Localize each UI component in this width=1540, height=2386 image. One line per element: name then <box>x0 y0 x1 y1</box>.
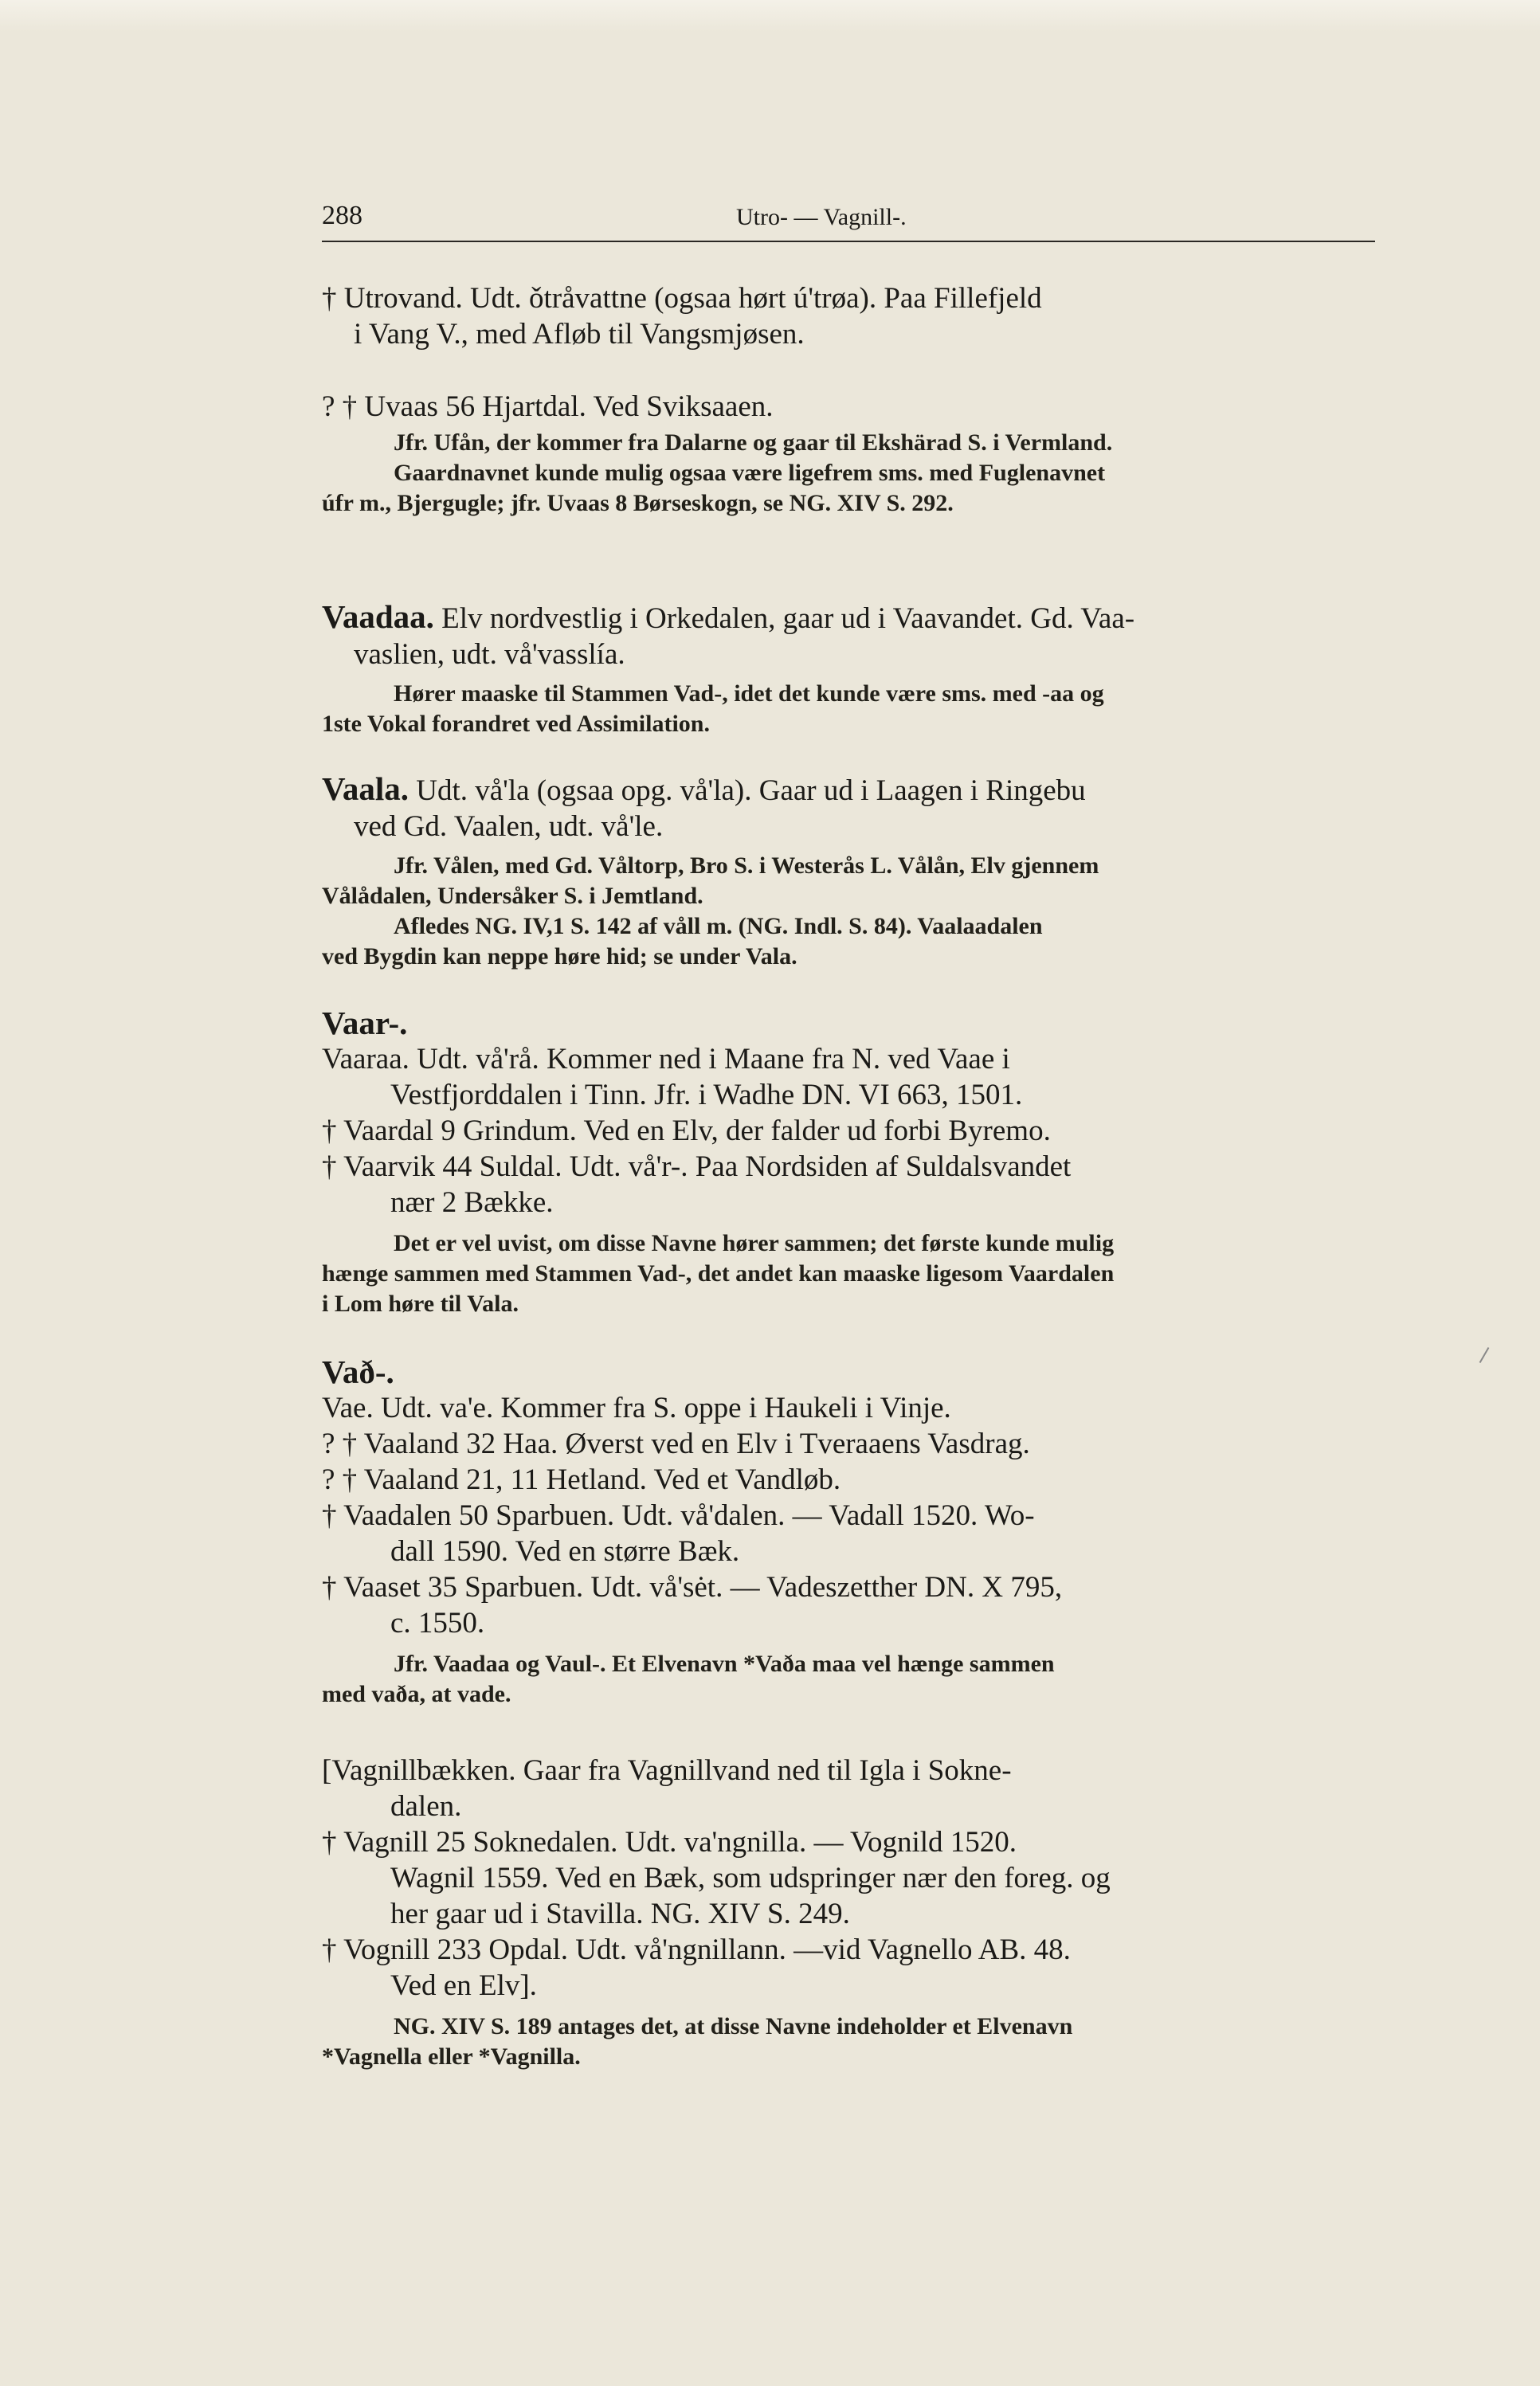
note-line: Hører maaske til Stammen Vad-, idet det kunde være sms. med -aa og <box>394 680 1104 707</box>
note-line: úfr m., Bjergugle; jfr. Uvaas 8 Børseskogn, se NG. XIV S. 292. <box>322 490 954 516</box>
entry-line: Vae. Udt. va'e. Kommer fra S. oppe i Haukeli i Vinje. <box>322 1392 951 1424</box>
note-line: *Vagnella eller *Vagnilla. <box>322 2043 581 2070</box>
entry-line: † Vaaset 35 Sparbuen. Udt. vå'sėt. — Vadeszetther DN. X 795, <box>322 1571 1063 1604</box>
entry-line: i Vang V., med Afløb til Vangsmjøsen. <box>354 318 805 351</box>
entry-vaala <box>322 771 1375 972</box>
entry-line: nær 2 Bække. <box>390 1186 554 1219</box>
note-line: Jfr. Vålen, med Gd. Våltorp, Bro S. i Westerås L. Vålån, Elv gjennem <box>394 852 1099 879</box>
note-line: Gaardnavnet kunde mulig ogsaa være ligefrem sms. med Fuglenavnet <box>394 460 1106 486</box>
entry-line: ? † Uvaas 56 Hjartdal. Ved Sviksaaen. <box>322 390 774 423</box>
entry-line: Vaaraa. Udt. vå'rå. Kommer ned i Maane fra N. ved Vaae i <box>322 1043 1010 1075</box>
entry-vaadaa <box>322 599 1375 739</box>
running-title: Utro- — Vagnill-. <box>736 204 907 230</box>
entry-line: vaslien, udt. vå'vasslía. <box>354 638 625 671</box>
entry-line: Ved en Elv]. <box>390 1969 537 2002</box>
entry-uvaas <box>322 389 1375 519</box>
note-line: Jfr. Vaadaa og Vaul-. Et Elvenavn *Vaða maa vel hænge sammen <box>394 1651 1055 1677</box>
entry-line: dalen. <box>390 1790 462 1823</box>
note-line: Afledes NG. IV,1 S. 142 af våll m. (NG. Indl. S. 84). Vaalaadalen <box>394 913 1043 939</box>
note-line: med vaða, at vade. <box>322 1681 511 1707</box>
entry-line: Elv nordvestlig i Orkedalen, gaar ud i Vaavandet. Gd. Vaa- <box>433 602 1135 635</box>
headword: Vaar-. <box>322 1005 408 1041</box>
entry-line: ? † Vaaland 21, 11 Hetland. Ved et Vandløb. <box>322 1463 841 1496</box>
entry-vaar <box>322 1005 1375 1319</box>
entry-line: [Vagnillbækken. Gaar fra Vagnillvand ned til Igla i Sokne- <box>322 1754 1012 1787</box>
entry-vad <box>322 1354 1375 1710</box>
entry-line: Udt. vå'la (ogsaa opg. vå'la). Gaar ud i Laagen i Ringebu <box>409 774 1086 807</box>
stray-mark <box>1479 1347 1490 1363</box>
note-line: Jfr. Ufån, der kommer fra Dalarne og gaar til Ekshärad S. i Vermland. <box>394 429 1113 456</box>
entry-line: † Vaardal 9 Grindum. Ved en Elv, der falder ud forbi Byremo. <box>322 1115 1051 1147</box>
entry-line: Vestfjorddalen i Tinn. Jfr. i Wadhe DN. VI 663, 1501. <box>390 1079 1023 1111</box>
headword: Vaala. <box>322 770 409 807</box>
note-line: Vålådalen, Undersåker S. i Jemtland. <box>322 883 703 909</box>
note-line: hænge sammen med Stammen Vad-, det andet kan maaske ligesom Vaardalen <box>322 1260 1115 1287</box>
entry-line: † Utrovand. Udt. ǒtråvattne (ogsaa hørt ú'trøa). Paa Fillefjeld <box>322 282 1042 315</box>
note-line: NG. XIV S. 189 antages det, at disse Navne indeholder et Elvenavn <box>394 2013 1073 2039</box>
header-rule <box>322 241 1375 242</box>
entry-line: ved Gd. Vaalen, udt. vå'le. <box>354 810 664 843</box>
note-line: i Lom høre til Vala. <box>322 1291 519 1317</box>
running-head <box>322 201 1375 237</box>
entry-utrovand <box>322 280 1375 352</box>
page-number: 288 <box>322 201 362 230</box>
entry-line: † Vagnill 25 Soknedalen. Udt. va'ngnilla. — Vognild 1520. <box>322 1826 1017 1859</box>
entry-line: her gaar ud i Stavilla. NG. XIV S. 249. <box>390 1898 850 1930</box>
entry-line: dall 1590. Ved en større Bæk. <box>390 1535 740 1568</box>
entry-line: c. 1550. <box>390 1607 485 1640</box>
note-line: 1ste Vokal forandret ved Assimilation. <box>322 711 710 737</box>
entry-line: ? † Vaaland 32 Haa. Øverst ved en Elv i Tveraaens Vasdrag. <box>322 1428 1030 1460</box>
entry-line: † Vognill 233 Opdal. Udt. vå'ngnillann. —vid Vagnello AB. 48. <box>322 1933 1071 1966</box>
entry-vagnill <box>322 1753 1375 2072</box>
entry-line: Wagnil 1559. Ved en Bæk, som udspringer nær den foreg. og <box>390 1862 1111 1894</box>
headword: Vað-. <box>322 1354 394 1390</box>
entry-line: † Vaadalen 50 Sparbuen. Udt. vå'dalen. — Vadall 1520. Wo- <box>322 1499 1035 1532</box>
entry-line: † Vaarvik 44 Suldal. Udt. vå'r-. Paa Nordsiden af Suldalsvandet <box>322 1150 1072 1183</box>
headword: Vaadaa. <box>322 598 434 635</box>
note-line: ved Bygdin kan neppe høre hid; se under Vala. <box>322 943 797 970</box>
note-line: Det er vel uvist, om disse Navne hører sammen; det første kunde mulig <box>394 1230 1115 1256</box>
